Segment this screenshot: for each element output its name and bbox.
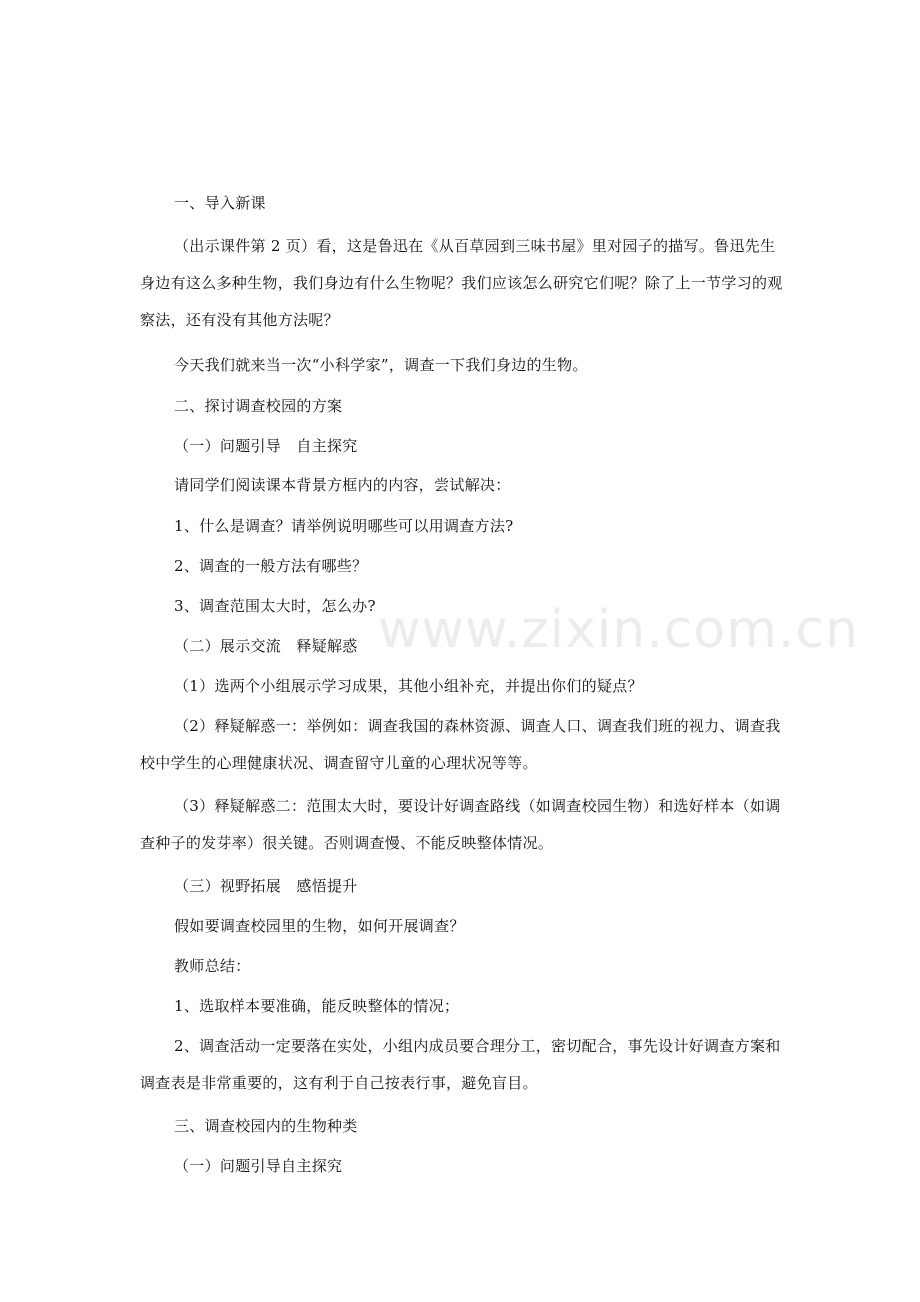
- summary-point-2: 2、调查活动一定要落在实处，小组内成员要合理分工，密切配合，事先设计好调查方案和调查表是非常重要的，这有利于自己按表行事，避免盲目。: [140, 1037, 781, 1092]
- summary-point-1: 1、选取样本要准确，能反映整体的情况；: [174, 997, 460, 1015]
- subheading-3: （三）视野拓展 感悟提升: [174, 877, 358, 895]
- question-2: 2、调查的一般方法有哪些？: [174, 557, 368, 575]
- list-item-3: （3）释疑解惑二：范围太大时，要设计好调查路线（如调查校园生物）和选好样本（如调查种子的发芽率）很关键。否则调查慢、不能反映整体情况。: [140, 797, 781, 852]
- list-item-1: （1）选两个小组展示学习成果，其他小组补充，并提出你们的疑点？: [174, 677, 643, 695]
- paragraph-today: 今天我们就来当一次“小科学家”，调查一下我们身边的生物。: [174, 356, 588, 374]
- teacher-summary-label: 教师总结：: [174, 957, 251, 975]
- subheading-1: （一）问题引导 自主探究: [174, 437, 358, 455]
- section-heading-1: 一、导入新课: [174, 194, 266, 212]
- paragraph-reading: 请同学们阅读课本背景方框内的内容，尝试解决：: [174, 476, 511, 494]
- question-1: 1、什么是调查？请举例说明哪些可以用调查方法?: [174, 517, 514, 535]
- section-heading-3: 三、调查校园内的生物种类: [174, 1117, 358, 1135]
- list-item-2: （2）释疑解惑一：举例如：调查我国的森林资源、调查人口、调查我们班的视力、调查我校中学生的心理健康状况、调查留守儿童的心理状况等等。: [140, 717, 781, 772]
- paragraph-intro: （出示课件第 2 页）看，这是鲁迅在《从百草园到三味书屋》里对园子的描写。鲁迅先生身边有这么多种生物，我们身边有什么生物呢？我们应该怎么研究它们呢？除了上一节学习的观察法，还有没有其他方法呢？: [140, 237, 783, 329]
- subheading-2: （二）展示交流 释疑解惑: [174, 637, 358, 655]
- paragraph-survey-question: 假如要调查校园里的生物，如何开展调查？: [174, 917, 465, 935]
- question-3: 3、调查范围太大时，怎么办?: [174, 597, 376, 615]
- watermark: www.zixin.com.cn: [378, 600, 859, 660]
- subheading-4: （一）问题引导自主探究: [174, 1157, 343, 1175]
- section-heading-2: 二、探讨调查校园的方案: [174, 397, 343, 415]
